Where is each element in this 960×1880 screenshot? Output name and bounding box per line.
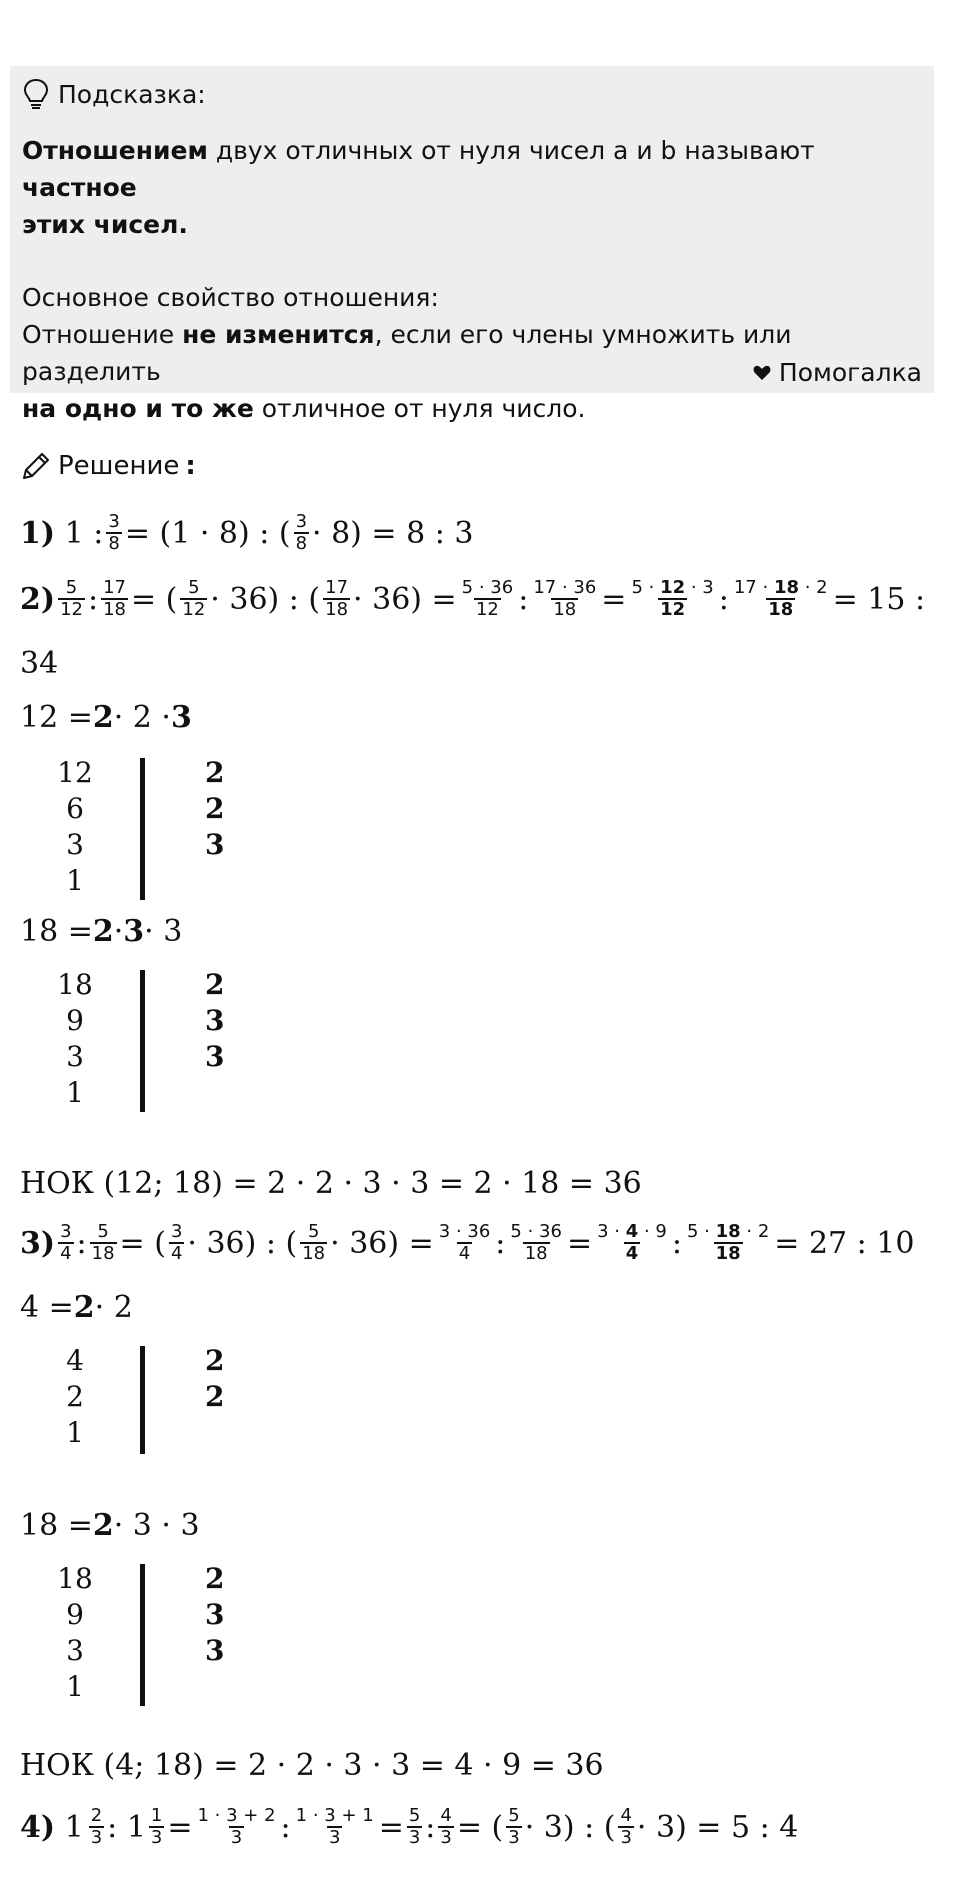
fraction xyxy=(323,578,350,620)
fraction xyxy=(732,578,830,620)
hint-text: двух отличных от нуля чисел a и b называют xyxy=(207,136,815,165)
heart-icon xyxy=(753,365,771,381)
math-text: : xyxy=(718,581,729,617)
lcm-line-2 xyxy=(20,1748,604,1783)
solution-line-4 xyxy=(20,1806,798,1848)
numerator: 5 xyxy=(408,1805,421,1826)
math-bold: 3 xyxy=(123,914,145,949)
numerator-bold: 12 xyxy=(660,577,686,598)
math-text: · 36) = xyxy=(330,1225,434,1261)
numerator-part: 5 · xyxy=(631,577,661,598)
factor-number: 9 xyxy=(66,1004,84,1037)
denominator: 12 xyxy=(475,599,499,620)
numerator: 5 xyxy=(508,1805,520,1826)
step-label: 4) xyxy=(20,1809,56,1845)
denominator: 18 xyxy=(325,599,349,620)
fraction xyxy=(101,578,128,620)
hint-term-ratio: Отношением xyxy=(22,136,208,165)
numerator: 17 · 36 xyxy=(533,577,597,598)
numerator xyxy=(595,1222,669,1242)
prime-factor: 2 xyxy=(205,1562,225,1595)
hint-footer[interactable] xyxy=(753,354,922,391)
math-bold: 3 xyxy=(170,700,192,735)
fraction xyxy=(294,512,309,554)
fraction xyxy=(618,1806,633,1848)
denominator: 3 xyxy=(408,1827,421,1848)
denominator: 12 xyxy=(660,599,686,620)
numerator: 5 · 36 xyxy=(510,1221,562,1242)
math-text: · 3) : ( xyxy=(524,1809,616,1845)
math-text: · 36) : ( xyxy=(210,581,321,617)
numerator: 1 xyxy=(150,1805,163,1826)
denominator: 3 xyxy=(150,1827,163,1848)
factor-number: 1 xyxy=(66,1670,84,1703)
numerator: 1 · 3 + 2 xyxy=(197,1805,276,1826)
factorization-12 xyxy=(20,700,192,735)
factor-number: 1 xyxy=(66,1416,84,1449)
numerator-bold: 18 xyxy=(773,577,799,598)
fraction xyxy=(89,1806,104,1848)
fraction xyxy=(58,578,85,620)
prime-factor: 3 xyxy=(205,828,225,861)
numerator: 3 xyxy=(295,511,308,532)
fraction xyxy=(460,578,516,620)
math-text: 34 xyxy=(20,646,59,681)
math-text: = (1 · 8) : ( xyxy=(124,515,291,551)
denominator: 3 xyxy=(90,1827,103,1848)
hint-header xyxy=(22,76,922,112)
fraction xyxy=(438,1806,453,1848)
hint-term-same: на одно и то же xyxy=(22,394,254,423)
fraction xyxy=(506,1806,521,1848)
denominator: 18 xyxy=(715,1243,741,1264)
math-text: : xyxy=(280,1809,291,1845)
math-text: · 3) = 5 : 4 xyxy=(636,1809,799,1845)
factor-row xyxy=(30,1344,225,1380)
factor-table-18-second xyxy=(30,1562,225,1706)
math-text: : xyxy=(495,1225,506,1261)
prime-factor: 3 xyxy=(205,1634,225,1667)
fraction xyxy=(300,1222,327,1264)
factor-row xyxy=(30,1040,225,1076)
factor-number: 18 xyxy=(57,1562,93,1595)
denominator: 18 xyxy=(553,599,577,620)
numerator-bold: 18 xyxy=(715,1221,741,1242)
math-text: = 27 : 10 xyxy=(774,1225,915,1261)
factor-number: 12 xyxy=(57,756,93,789)
numerator: 4 xyxy=(440,1805,452,1826)
fraction xyxy=(180,578,207,620)
prime-factor: 2 xyxy=(205,1380,225,1413)
math-text: : xyxy=(87,581,99,617)
prime-factor: 2 xyxy=(205,792,225,825)
factorization-4 xyxy=(20,1290,133,1325)
fraction xyxy=(196,1806,278,1848)
denominator: 12 xyxy=(60,599,83,620)
math-text: · xyxy=(113,914,124,949)
denominator: 3 xyxy=(508,1827,520,1848)
prime-factor: 2 xyxy=(205,968,225,1001)
denominator: 18 xyxy=(302,1243,326,1264)
math-bold: 2 xyxy=(92,1508,114,1543)
factor-row xyxy=(30,1416,200,1452)
solution-line-3 xyxy=(20,1222,914,1264)
fraction xyxy=(169,1222,184,1264)
solution-header xyxy=(20,450,196,482)
denominator: 18 xyxy=(91,1243,115,1264)
hint-text: отличное от нуля число. xyxy=(253,394,586,423)
denominator: 18 xyxy=(524,1243,548,1264)
math-text: : 1 xyxy=(107,1809,146,1845)
factor-row xyxy=(30,1562,225,1598)
fraction xyxy=(294,1806,376,1848)
factor-number: 6 xyxy=(66,792,84,825)
numerator: 4 xyxy=(620,1805,632,1826)
math-text: = ( xyxy=(456,1809,504,1845)
factor-number: 1 xyxy=(66,1076,84,1109)
numerator: 5 xyxy=(97,1221,109,1242)
math-text: · 3 · 3 xyxy=(113,1508,200,1543)
math-text: · 3 xyxy=(144,914,183,949)
denominator: 4 xyxy=(170,1243,183,1264)
hint-title: Подсказка: xyxy=(58,79,206,109)
solution-line-2 xyxy=(20,578,925,620)
denominator: 4 xyxy=(625,1243,639,1264)
math-bold: 2 xyxy=(73,1290,95,1325)
solution-title: Решение xyxy=(58,451,180,481)
numerator xyxy=(685,1222,771,1242)
hint-text: , если его члены умножить или разделить xyxy=(22,320,792,386)
math-bold: 2 xyxy=(92,700,114,735)
factor-number: 18 xyxy=(57,968,93,1001)
numerator xyxy=(732,578,830,598)
math-text: 18 = xyxy=(20,914,93,949)
factor-row xyxy=(30,1076,200,1112)
math-text: 18 = xyxy=(20,1508,93,1543)
fraction xyxy=(437,1222,493,1264)
factor-number: 3 xyxy=(66,1634,84,1667)
fraction xyxy=(90,1222,117,1264)
fraction xyxy=(407,1806,422,1848)
denominator: 4 xyxy=(458,1243,471,1264)
hint-term-quotient: частное xyxy=(22,173,137,202)
prime-factor: 3 xyxy=(205,1004,225,1037)
factorization-18-second xyxy=(20,1508,200,1543)
factor-row xyxy=(30,1634,225,1670)
math-text: 4 = xyxy=(20,1290,74,1325)
factor-row xyxy=(30,828,225,864)
fraction xyxy=(595,1222,669,1264)
numerator: 17 xyxy=(103,577,126,598)
fraction xyxy=(149,1806,164,1848)
numerator: 3 xyxy=(108,511,120,532)
factor-row xyxy=(30,792,225,828)
math-text: НОК (4; 18) = 2 · 2 · 3 · 3 = 4 · 9 = 36 xyxy=(20,1748,604,1783)
denominator: 8 xyxy=(295,533,308,554)
step-label: 1) xyxy=(20,515,56,551)
factor-row xyxy=(30,756,225,792)
prime-factor: 3 xyxy=(205,1040,225,1073)
numerator: 3 · 36 xyxy=(438,1221,491,1242)
hint-term-numbers: этих чисел. xyxy=(22,210,188,239)
denominator: 3 xyxy=(230,1827,243,1848)
hint-property xyxy=(22,279,922,427)
fraction xyxy=(508,1222,564,1264)
hint-term-unchanged: не изменится xyxy=(182,320,375,349)
numerator: 5 xyxy=(307,1221,320,1242)
math-text: 1 : xyxy=(64,515,104,551)
numerator-part: 5 · xyxy=(686,1221,716,1242)
numerator-part: · 9 xyxy=(638,1221,667,1242)
math-text: : xyxy=(425,1809,436,1845)
denominator: 3 xyxy=(620,1827,632,1848)
lightbulb-icon xyxy=(22,78,50,110)
numerator: 5 xyxy=(188,577,200,598)
math-text: · 36) : ( xyxy=(187,1225,298,1261)
math-text: = ( xyxy=(119,1225,166,1261)
math-text: = xyxy=(566,1225,593,1261)
numerator xyxy=(629,578,715,598)
fraction xyxy=(106,512,121,554)
math-text: : xyxy=(518,581,529,617)
pencil-icon xyxy=(20,450,52,482)
hint-property-title: Основное свойство отношения: xyxy=(22,283,439,312)
solution-line-2-continued xyxy=(20,646,58,681)
factor-row xyxy=(30,864,200,900)
math-text: = xyxy=(167,1809,193,1845)
mixed-whole: 1 xyxy=(64,1809,84,1845)
denominator: 12 xyxy=(182,599,206,620)
factor-number: 3 xyxy=(66,1040,84,1073)
prime-factor: 3 xyxy=(205,1598,225,1631)
fraction xyxy=(629,578,715,620)
factor-number: 3 xyxy=(66,828,84,861)
denominator: 3 xyxy=(440,1827,452,1848)
numerator: 5 · 36 xyxy=(461,577,514,598)
math-text: = ( xyxy=(131,581,178,617)
factor-number: 1 xyxy=(66,864,84,897)
numerator: 3 xyxy=(170,1221,183,1242)
numerator: 17 xyxy=(325,577,349,598)
numerator-part: · 2 xyxy=(799,577,828,598)
denominator: 3 xyxy=(328,1827,341,1848)
denominator: 18 xyxy=(103,599,126,620)
math-text: = xyxy=(378,1809,404,1845)
hint-definition xyxy=(22,132,922,243)
numerator-part: 3 · xyxy=(597,1221,626,1242)
factor-number: 9 xyxy=(66,1598,84,1631)
fraction xyxy=(58,1222,73,1264)
hint-text: Отношение xyxy=(22,320,183,349)
numerator-bold: 4 xyxy=(625,1221,639,1242)
math-text: · 2 · xyxy=(113,700,171,735)
denominator: 8 xyxy=(108,533,120,554)
hint-box xyxy=(10,66,934,423)
solution-line-1 xyxy=(20,512,473,554)
prime-factor: 2 xyxy=(205,756,225,789)
step-label: 2) xyxy=(20,581,56,617)
numerator-part: · 2 xyxy=(740,1221,770,1242)
math-text: = xyxy=(601,581,627,617)
factor-row xyxy=(30,1004,225,1040)
math-text: = 15 : xyxy=(832,581,926,617)
math-text: НОК (12; 18) = 2 · 2 · 3 · 3 = 2 · 18 = 36 xyxy=(20,1166,642,1201)
fraction xyxy=(685,1222,771,1264)
numerator: 1 · 3 + 1 xyxy=(295,1805,374,1826)
factorization-18 xyxy=(20,914,182,949)
solution-colon: : xyxy=(185,451,196,481)
factor-row xyxy=(30,1670,200,1706)
math-bold: 2 xyxy=(92,914,114,949)
factor-number: 4 xyxy=(66,1344,84,1377)
factor-number: 2 xyxy=(66,1380,84,1413)
math-text: · 36) = xyxy=(353,581,457,617)
denominator: 4 xyxy=(60,1243,72,1264)
factor-table-18 xyxy=(30,968,225,1112)
factor-row xyxy=(30,968,225,1004)
lcm-line-1 xyxy=(20,1166,642,1201)
numerator: 3 xyxy=(60,1221,72,1242)
math-text: 12 = xyxy=(20,700,93,735)
math-text: : xyxy=(671,1225,682,1261)
factor-table-12 xyxy=(30,756,225,900)
math-text: · 8) = 8 : 3 xyxy=(312,515,474,551)
hint-footer-label: Помогалка xyxy=(778,358,922,387)
numerator-part: · 3 xyxy=(685,577,714,598)
step-label: 3) xyxy=(20,1225,56,1261)
factor-row xyxy=(30,1380,225,1416)
prime-factor: 2 xyxy=(205,1344,225,1377)
factor-table-4 xyxy=(30,1344,225,1452)
numerator-part: 17 · xyxy=(733,577,774,598)
denominator: 18 xyxy=(768,599,794,620)
numerator: 2 xyxy=(90,1805,103,1826)
math-text: · 2 xyxy=(94,1290,133,1325)
factor-row xyxy=(30,1598,225,1634)
math-text: : xyxy=(76,1225,87,1261)
numerator: 5 xyxy=(65,577,78,598)
fraction xyxy=(531,578,598,620)
